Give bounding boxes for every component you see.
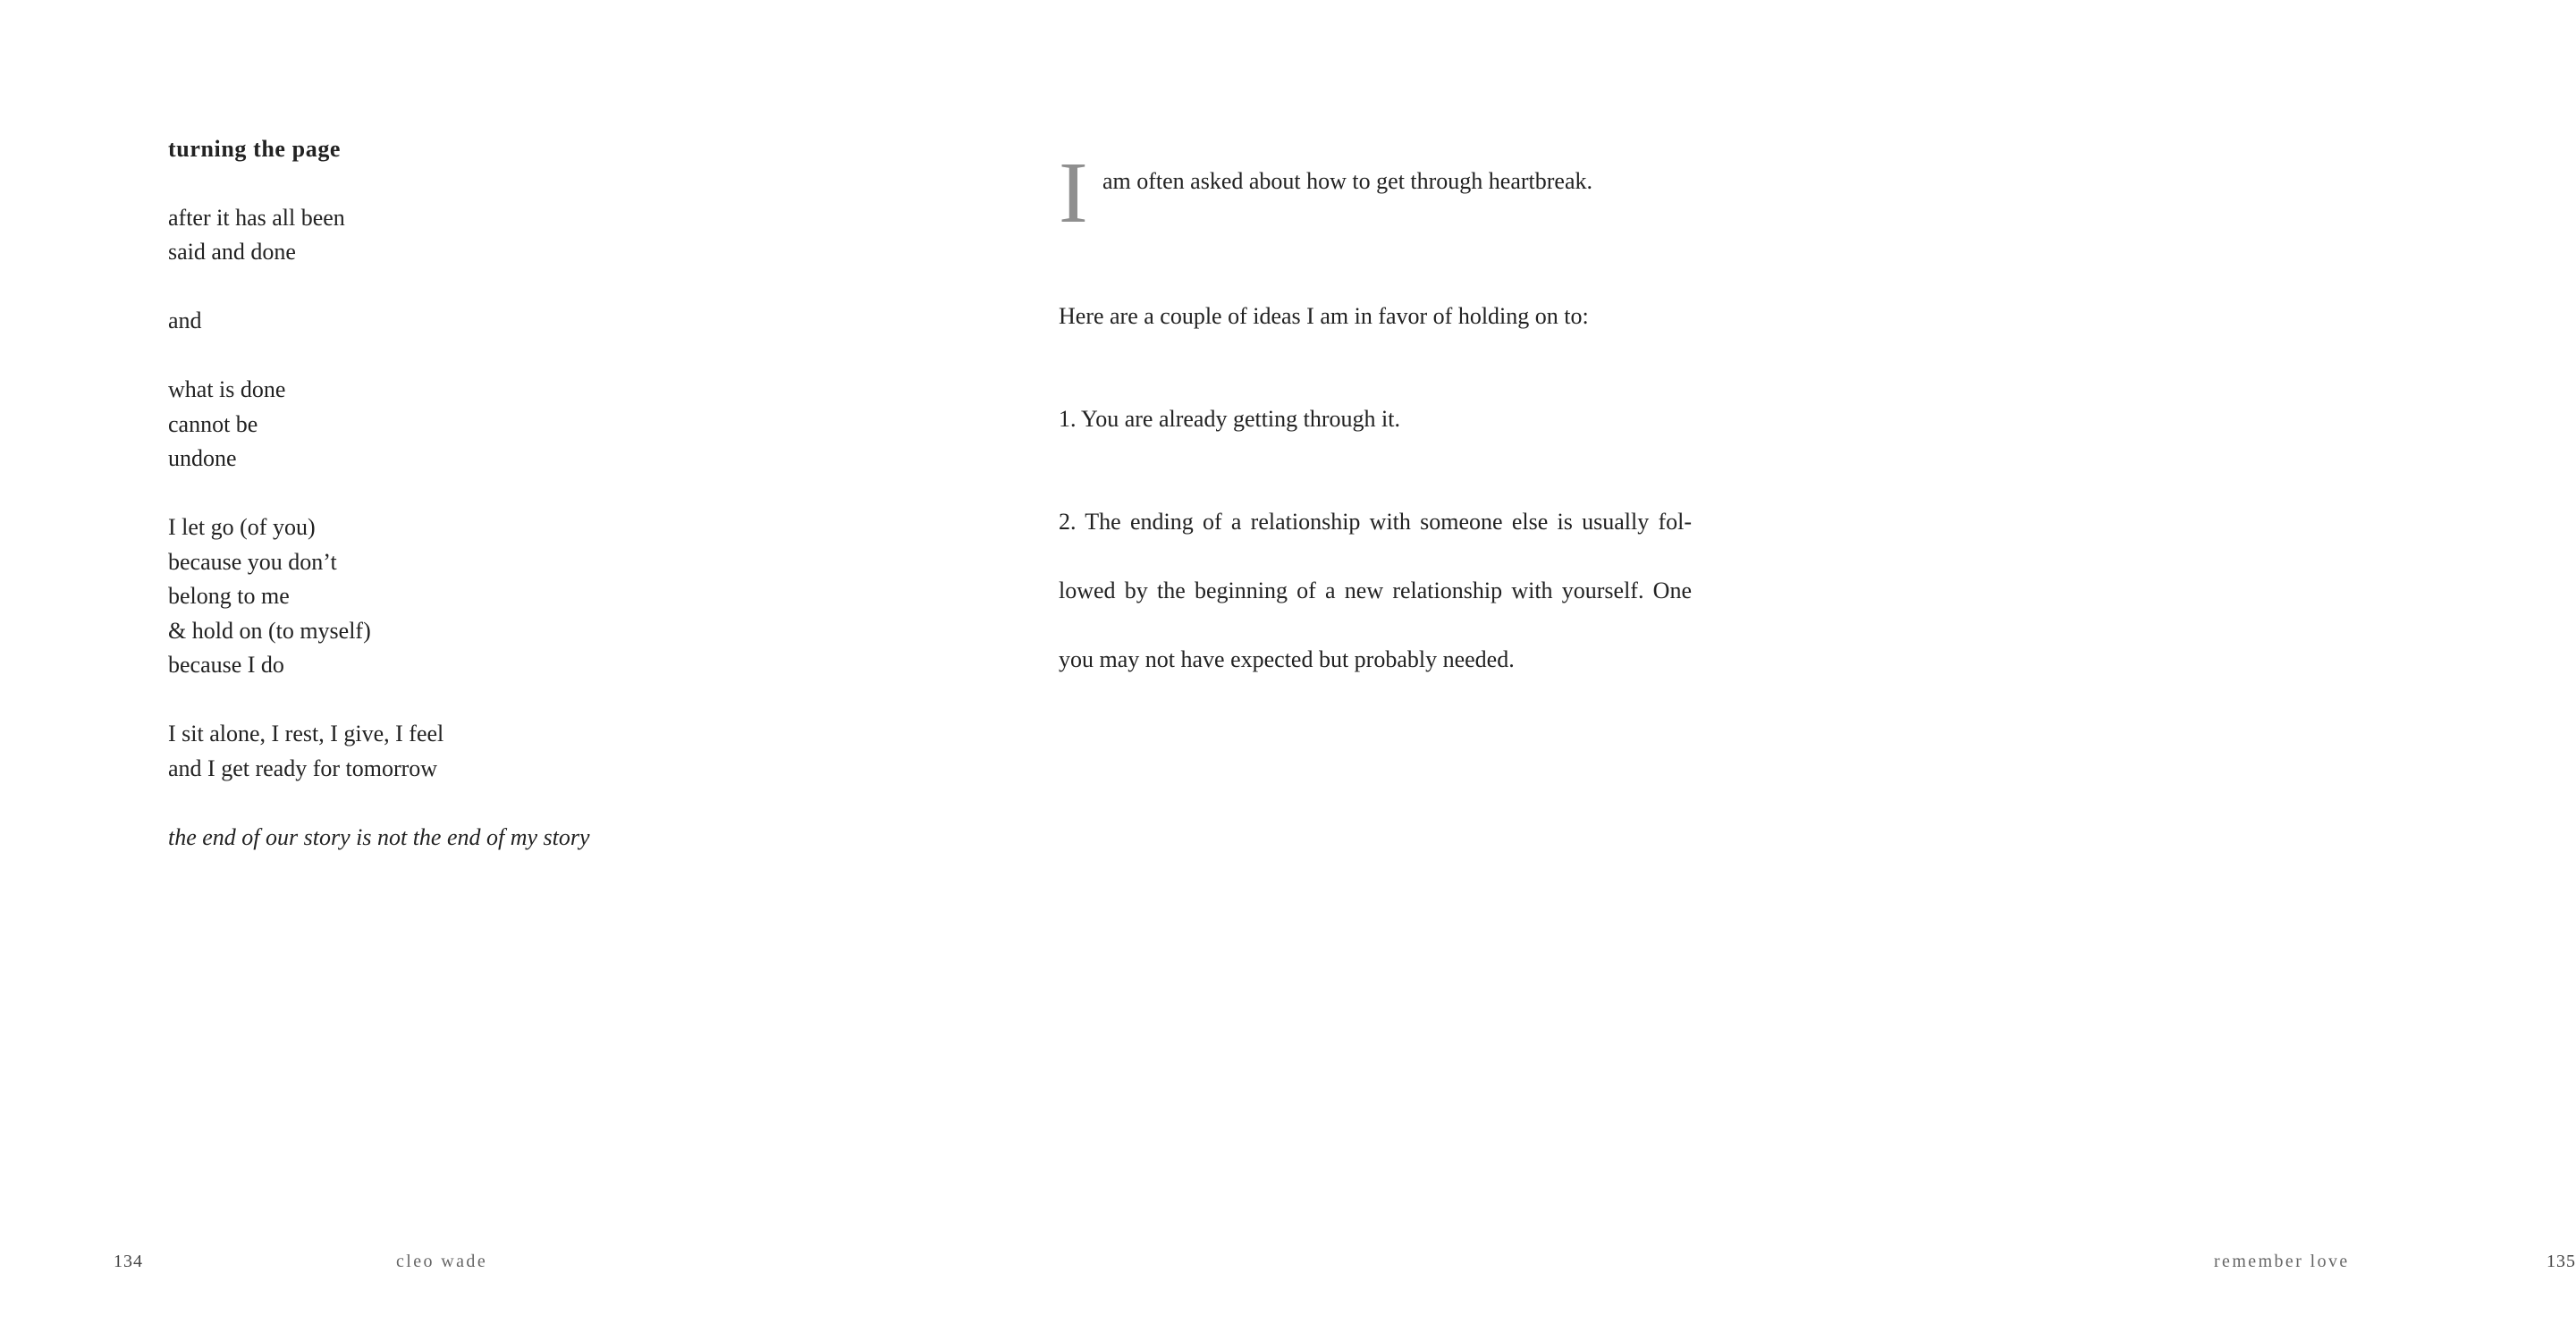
right-page: [894, 0, 2576, 1341]
opening-text: am often asked about how to get through heartbreak.: [1102, 168, 1592, 194]
running-head-title: remember love: [2214, 1252, 2350, 1271]
paragraph-point-one: 1. You are already getting through it.: [1059, 406, 1400, 432]
poem-title: turning the page: [168, 136, 342, 162]
left-page: [0, 0, 894, 1341]
poem-line: and: [168, 308, 202, 333]
poem-line: because you don’t: [168, 548, 337, 575]
poem-line: said and done: [168, 239, 296, 265]
stanza-3: [168, 373, 812, 477]
poem-line: what is done: [168, 376, 286, 402]
paragraph-point-two: 2. The ending of a relationship with someone else is usually fol-lowed by the beginning of a new relationship with yourself. One you may not have expected but probably needed.: [1059, 509, 1692, 672]
stanza-2: [168, 304, 812, 339]
stanza-1: [168, 201, 812, 270]
poem-line: undone: [168, 445, 237, 471]
poem-line: cannot be: [168, 410, 258, 437]
opening-paragraph: [1059, 145, 1692, 241]
poem-line: belong to me: [168, 583, 290, 609]
poem-line: I let go (of you): [168, 514, 316, 540]
poem: [168, 132, 812, 855]
running-head-author: cleo wade: [396, 1252, 488, 1271]
poem-line: I sit alone, I rest, I give, I feel: [168, 721, 444, 746]
poem-line: & hold on (to myself): [168, 617, 371, 644]
poem-line: and I get ready for tomorrow: [168, 755, 438, 781]
poem-closing-line: the end of our story is not the end of my story: [168, 823, 590, 850]
poem-line: because I do: [168, 652, 284, 678]
stanza-4: [168, 510, 812, 683]
page-number-left: 134: [114, 1252, 143, 1271]
stanza-5: [168, 717, 812, 786]
prose: [1059, 145, 1692, 694]
poem-line: after it has all been: [168, 204, 345, 231]
paragraph-ideas: Here are a couple of ideas I am in favor of holding on to:: [1059, 303, 1589, 329]
page-number-right: 135: [2546, 1252, 2576, 1271]
drop-cap: I: [1059, 145, 1088, 241]
